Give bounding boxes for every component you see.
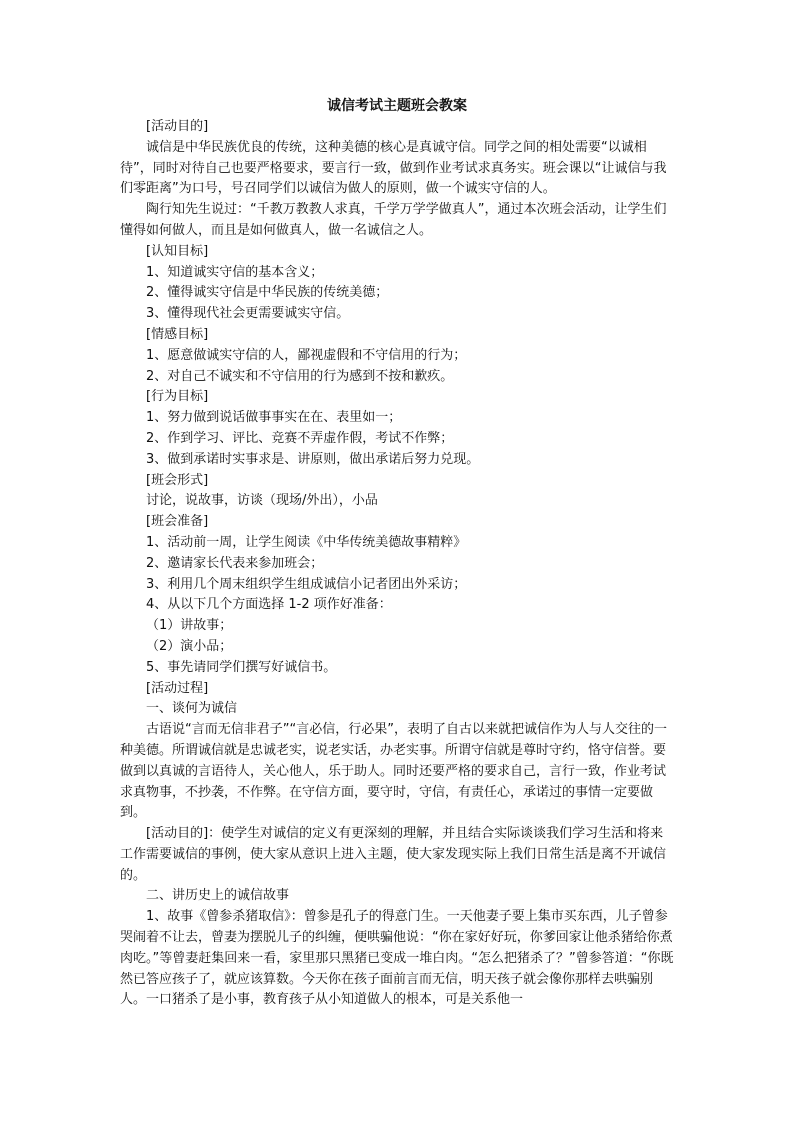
document-paragraph: 讨论，说故事，访谈（现场/外出），小品 bbox=[146, 493, 378, 509]
document-paragraph: 1、故事《曾参杀猪取信》：曾参是孔子的得意门生。一天他妻子要上集市买东西，儿子曾参哭闹着不让去，曾妻为摆脱儿子的纠缠，便哄骗他说：“你在家好好玩，你爹回家让他杀猪给你煮肉吃。”等曾妻赶集回来一看，家里那只黑猪已变成一堆白肉。“怎么把猪杀了？”曾参答道：“你既然已答应孩子了，就应该算数。今天你在孩子面前言而无信，明天孩子就会像你那样去哄骗别人。一口猪杀了是小事，教育孩子从小知道做人的根本，可是关系他一 bbox=[120, 909, 674, 1008]
document-paragraph: 陶行知先生说过：“千教万教教人求真，千学万学学做真人”，通过本次班会活动，让学生们懂得如何做人，而且是如何做真人，做一名诚信之人。 bbox=[120, 202, 667, 238]
document-paragraph: 3、懂得现代社会更需要诚实守信。 bbox=[146, 306, 350, 322]
document-paragraph: 1、活动前一周，让学生阅读《中华传统美德故事精粹》 bbox=[146, 534, 467, 550]
document-body bbox=[120, 117, 676, 1011]
document-paragraph: 2、邀请家长代表来参加班会； bbox=[146, 555, 324, 571]
document-paragraph: 2、对自己不诚实和不守信用的行为感到不按和歉疚。 bbox=[146, 368, 454, 384]
document-paragraph: [情感目标] bbox=[146, 326, 209, 342]
document-paragraph: 2、懂得诚实守信是中华民族的传统美德； bbox=[146, 285, 389, 301]
document-paragraph: 1、知道诚实守信的基本含义； bbox=[146, 264, 324, 280]
document-paragraph: [班会形式] bbox=[146, 472, 209, 488]
document-paragraph: 2、作到学习、评比、竞赛不弄虚作假，考试不作弊； bbox=[146, 430, 454, 446]
document-paragraph: 3、做到承诺时实事求是、讲原则，做出承诺后努力兑现。 bbox=[146, 451, 480, 467]
document-paragraph: [行为目标] bbox=[146, 389, 209, 405]
document-paragraph: 3、利用几个周末组织学生组成诚信小记者团出外采访； bbox=[146, 576, 467, 592]
document-paragraph: 4、从以下几个方面选择 1-2 项作好准备： bbox=[146, 597, 392, 613]
document-paragraph: （1）讲故事； bbox=[146, 618, 233, 634]
document-paragraph: [活动过程] bbox=[146, 680, 209, 696]
document-title: 诚信考试主题班会教案 bbox=[327, 98, 467, 114]
document-paragraph: 一、谈何为诚信 bbox=[146, 701, 238, 717]
document-paragraph: 1、努力做到说话做事事实在在、表里如一； bbox=[146, 410, 402, 426]
document-paragraph: 诚信是中华民族优良的传统，这种美德的核心是真诚守信。同学之间的相处需要“以诚相待”，同时对待自己也要严格要求，要言行一致，做到作业考试求真务实。班会课以“让诚信与我们零距离”为口号，号召同学们以诚信为做人的原则，做一个诚实守信的人。 bbox=[120, 139, 667, 197]
document-paragraph: 古语说“言而无信非君子”“言必信，行必果”，表明了自古以来就把诚信作为人与人交往的一种美德。所谓诚信就是忠诚老实，说老实话，办老实事。所谓守信就是尊时守约，恪守信誉。要做到以真诚的言语待人，关心他人，乐于助人。同时还要严格的要求自己，言行一致，作业考试求真物事，不抄袭，不作弊。在守信方面，要守时，守信，有责任心，承诺过的事情一定要做到。 bbox=[120, 722, 667, 821]
document-paragraph: 5、事先请同学们撰写好诚信书。 bbox=[146, 659, 337, 675]
document-paragraph: （2）演小品； bbox=[146, 638, 233, 654]
document-paragraph: 二、讲历史上的诚信故事 bbox=[146, 888, 290, 904]
document-paragraph: [活动目的]：使学生对诚信的定义有更深刻的理解，并且结合实际谈谈我们学习生活和将来工作需要诚信的事例，使大家从意识上进入主题，使大家发现实际上我们日常生活是离不开诚信的。 bbox=[120, 826, 667, 883]
document-paragraph: [认知目标] bbox=[146, 243, 209, 259]
document-paragraph: [班会准备] bbox=[146, 514, 209, 530]
document-paragraph: [活动目的] bbox=[146, 119, 209, 134]
document-paragraph: 1、愿意做诚实守信的人，鄙视虚假和不守信用的行为； bbox=[146, 347, 467, 363]
